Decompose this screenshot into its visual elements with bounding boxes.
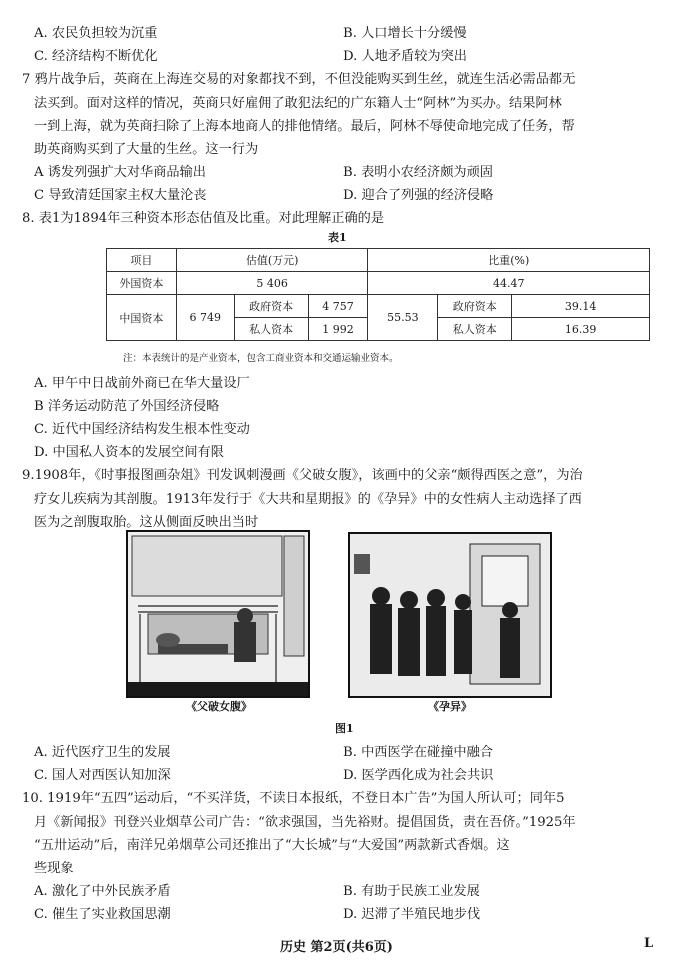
header-item: 项目	[107, 249, 177, 272]
q7-stem-line: 助英商购买到了大量的生丝。这一行为	[34, 142, 259, 157]
q9-option-b: B. 中西医学在碰撞中融合	[343, 745, 493, 760]
capital-table	[106, 248, 650, 341]
header-ratio: 比重(%)	[368, 249, 650, 272]
q9-stem-line: 疗女儿疾病为其剖腹。1913年发行于《大共和星期报》的《孕异》中的女性病人主动选择了西	[34, 492, 582, 507]
q7-stem-line: 法买到。面对这样的情况，英商只好雇佣了敢犯法纪的广东籍人士“阿林”为买办。结果阿林	[34, 96, 562, 111]
cartoon-caption-left: 《父破女腹》	[186, 700, 252, 713]
cartoon-fupo-nvfu-drawing	[128, 532, 308, 696]
q7-stem-line: 一到上海，就为英商扫除了上海本地商人的排他情绪。最后，阿林不辱使命地完成了任务，帮	[34, 119, 575, 134]
table-note: 注：本表统计的是产业资本，包含工商业资本和交通运输业资本。	[123, 353, 399, 364]
q7-option-a: A 诱发列强扩大对华商品输出	[34, 165, 206, 180]
cartoon-yunyi	[348, 532, 552, 698]
row-chinese-label: 中国资本	[107, 295, 177, 341]
table-title: 表1	[328, 231, 347, 244]
cartoon-yunyi-drawing	[350, 534, 550, 696]
q10-option-a: A. 激化了中外民族矛盾	[34, 884, 171, 899]
q8-option-d: D. 中国私人资本的发展空间有限	[34, 445, 224, 460]
row-chinese-value: 6 749	[176, 295, 234, 341]
cartoon-caption-right: 《孕异》	[428, 700, 472, 713]
q10-option-d: D. 迟滞了半殖民地步伐	[343, 907, 481, 922]
q10-stem-line: 月《新闻报》刊登兴业烟草公司广告：“欲求强国，当先裕财。提倡国货，责在吾侪。”1925年	[34, 815, 576, 830]
pri-value: 1 992	[308, 318, 368, 341]
q8-option-b: B 洋务运动防范了外国经济侵略	[34, 399, 220, 414]
gov-ratio-label: 政府资本	[438, 295, 512, 318]
row-foreign-ratio: 44.47	[368, 272, 650, 295]
q9-option-a: A. 近代医疗卫生的发展	[34, 745, 171, 760]
q7-option-b: B. 表明小农经济颇为顽固	[343, 165, 493, 180]
q9-option-d: D. 医学西化成为社会共识	[343, 768, 494, 783]
q9-stem-line: 医为之剖腹取胎。这从侧面反映出当时	[34, 515, 259, 530]
header-value: 估值(万元)	[176, 249, 368, 272]
q10-stem-line: 10. 1919年“五四”运动后，“不买洋货，不读日本报纸，不登日本广告”为国人所认可；同年5	[22, 791, 565, 806]
cartoon-fupo-nvfu	[126, 530, 310, 698]
pri-ratio: 16.39	[512, 318, 650, 341]
q8-option-c: C. 近代中国经济结构发生根本性变动	[34, 422, 250, 437]
page-footer: 历史 第2页(共6页)	[280, 940, 393, 955]
q10-stem-line: 些现象	[34, 861, 74, 876]
row-foreign-value: 5 406	[176, 272, 368, 295]
q6-option-d: D. 人地矛盾较为突出	[343, 49, 467, 64]
q9-stem-line: 9.1908年，《时事报图画杂俎》刊发讽刺漫画《父破女腹》，该画中的父亲“颇得西医之意”，为治	[22, 468, 583, 483]
q9-option-c: C. 国人对西医认知加深	[34, 768, 171, 783]
paper-code: L	[644, 936, 654, 951]
gov-value: 4 757	[308, 295, 368, 318]
q6-option-b: B. 人口增长十分缓慢	[343, 26, 467, 41]
gov-label: 政府资本	[234, 295, 308, 318]
q10-option-c: C. 催生了实业救国思潮	[34, 907, 171, 922]
pri-ratio-label: 私人资本	[438, 318, 512, 341]
q6-option-a: A. 农民负担较为沉重	[34, 26, 158, 41]
q6-option-c: C. 经济结构不断优化	[34, 49, 158, 64]
q10-stem-line: “五卅运动”后，南洋兄弟烟草公司还推出了“大长城”与“大爱国”两款新式香烟。这	[34, 838, 510, 853]
gov-ratio: 39.14	[512, 295, 650, 318]
q8-option-a: A. 甲午中日战前外商已在华大量设厂	[34, 376, 250, 391]
q10-option-b: B. 有助于民族工业发展	[343, 884, 480, 899]
row-foreign-label: 外国资本	[107, 272, 177, 295]
q8-stem: 8. 表1为1894年三种资本形态估值及比重。对此理解正确的是	[22, 211, 385, 226]
q7-option-c: C 导致清廷国家主权大量沦丧	[34, 188, 207, 203]
figure-title: 图1	[335, 722, 354, 735]
q7-stem-line: 7 鸦片战争后，英商在上海连交易的对象都找不到，不但没能购买到生丝，就连生活必需品都无	[22, 72, 576, 87]
q7-option-d: D. 迎合了列强的经济侵略	[343, 188, 494, 203]
row-chinese-ratio: 55.53	[368, 295, 438, 341]
pri-label: 私人资本	[234, 318, 308, 341]
